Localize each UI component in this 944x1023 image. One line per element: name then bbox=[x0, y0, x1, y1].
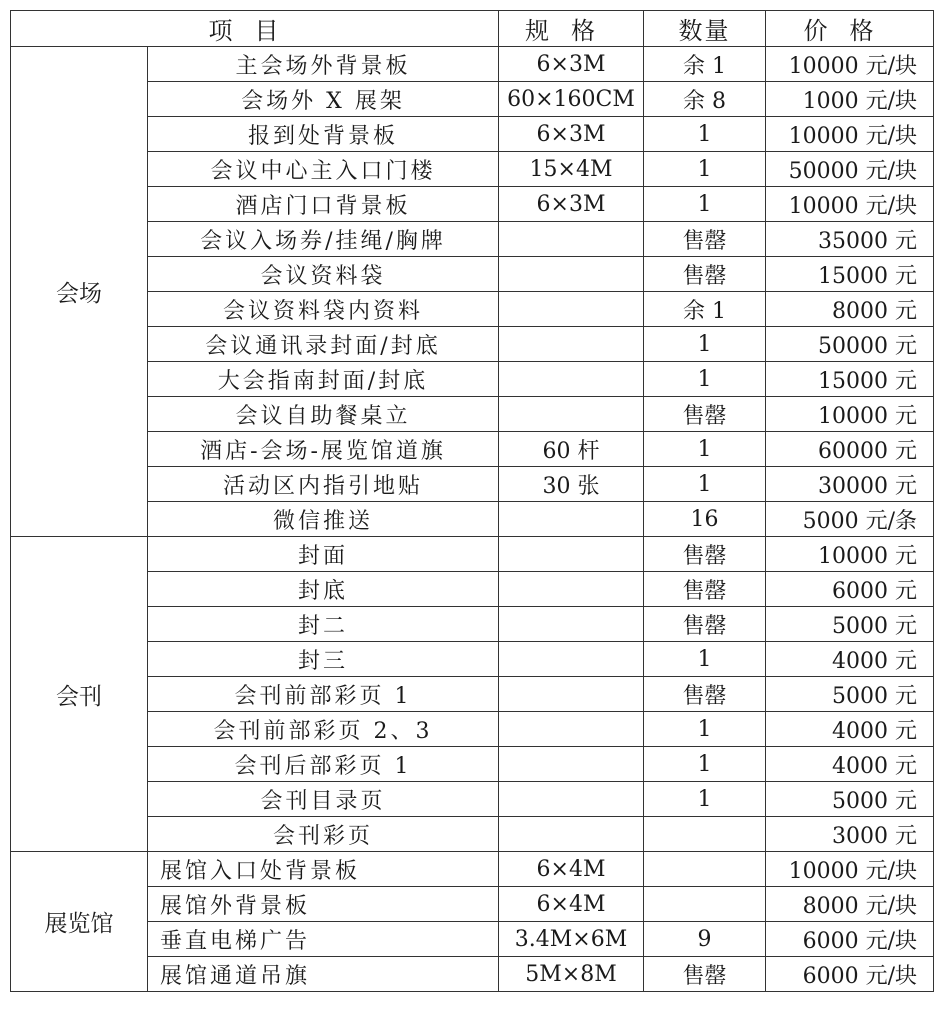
price-cell: 10000 元/块 bbox=[766, 187, 934, 222]
table-row bbox=[11, 852, 934, 887]
spec-cell bbox=[499, 782, 644, 817]
price-cell: 10000 元/块 bbox=[766, 47, 934, 82]
item-cell: 活动区内指引地贴 bbox=[148, 467, 499, 502]
item-cell: 封底 bbox=[148, 572, 499, 607]
spec-cell bbox=[499, 257, 644, 292]
table-row bbox=[11, 187, 934, 222]
item-cell: 会议资料袋 bbox=[148, 257, 499, 292]
table-row bbox=[11, 117, 934, 152]
table-row bbox=[11, 47, 934, 82]
qty-cell: 售罄 bbox=[644, 222, 766, 257]
qty-cell: 售罄 bbox=[644, 677, 766, 712]
spec-cell bbox=[499, 677, 644, 712]
price-cell: 5000 元 bbox=[766, 607, 934, 642]
table-row bbox=[11, 537, 934, 572]
table-row bbox=[11, 922, 934, 957]
table-row bbox=[11, 257, 934, 292]
item-cell: 报到处背景板 bbox=[148, 117, 499, 152]
spec-cell bbox=[499, 362, 644, 397]
table-row bbox=[11, 362, 934, 397]
price-cell: 15000 元 bbox=[766, 257, 934, 292]
table-row bbox=[11, 292, 934, 327]
header-item: 项目 bbox=[11, 11, 499, 47]
item-cell: 主会场外背景板 bbox=[148, 47, 499, 82]
price-cell: 50000 元 bbox=[766, 327, 934, 362]
price-cell: 5000 元 bbox=[766, 677, 934, 712]
price-cell: 6000 元 bbox=[766, 572, 934, 607]
item-cell: 大会指南封面/封底 bbox=[148, 362, 499, 397]
price-cell: 35000 元 bbox=[766, 222, 934, 257]
header-price: 价格 bbox=[766, 11, 934, 47]
table-row bbox=[11, 502, 934, 537]
item-cell: 会场外 X 展架 bbox=[148, 82, 499, 117]
qty-cell: 1 bbox=[644, 362, 766, 397]
item-cell: 酒店-会场-展览馆道旗 bbox=[148, 432, 499, 467]
qty-cell: 1 bbox=[644, 327, 766, 362]
item-cell: 会刊目录页 bbox=[148, 782, 499, 817]
price-cell: 8000 元/块 bbox=[766, 887, 934, 922]
table-row bbox=[11, 572, 934, 607]
price-cell: 15000 元 bbox=[766, 362, 934, 397]
spec-cell bbox=[499, 607, 644, 642]
qty-cell: 1 bbox=[644, 642, 766, 677]
qty-cell: 余 1 bbox=[644, 292, 766, 327]
item-cell: 封二 bbox=[148, 607, 499, 642]
price-table-container bbox=[10, 10, 934, 992]
price-cell: 60000 元 bbox=[766, 432, 934, 467]
header-row bbox=[11, 11, 934, 47]
price-cell: 10000 元 bbox=[766, 537, 934, 572]
item-cell: 封面 bbox=[148, 537, 499, 572]
table-row bbox=[11, 677, 934, 712]
spec-cell bbox=[499, 327, 644, 362]
item-cell: 会议自助餐桌立 bbox=[148, 397, 499, 432]
spec-cell: 3.4M×6M bbox=[499, 922, 644, 957]
price-cell: 4000 元 bbox=[766, 747, 934, 782]
table-body bbox=[11, 47, 934, 992]
qty-cell: 售罄 bbox=[644, 607, 766, 642]
table-row bbox=[11, 222, 934, 257]
price-cell: 5000 元 bbox=[766, 782, 934, 817]
item-cell: 会议中心主入口门楼 bbox=[148, 152, 499, 187]
qty-cell bbox=[644, 817, 766, 852]
qty-cell: 售罄 bbox=[644, 257, 766, 292]
table-row bbox=[11, 152, 934, 187]
price-cell: 3000 元 bbox=[766, 817, 934, 852]
sponsorship-price-table bbox=[10, 10, 934, 992]
table-row bbox=[11, 747, 934, 782]
spec-cell: 60×160CM bbox=[499, 82, 644, 117]
qty-cell: 1 bbox=[644, 117, 766, 152]
price-cell: 10000 元 bbox=[766, 397, 934, 432]
item-cell: 会刊彩页 bbox=[148, 817, 499, 852]
table-row bbox=[11, 642, 934, 677]
spec-cell: 30 张 bbox=[499, 467, 644, 502]
qty-cell: 1 bbox=[644, 712, 766, 747]
spec-cell: 60 杆 bbox=[499, 432, 644, 467]
spec-cell bbox=[499, 537, 644, 572]
spec-cell bbox=[499, 292, 644, 327]
spec-cell bbox=[499, 817, 644, 852]
qty-cell: 售罄 bbox=[644, 572, 766, 607]
item-cell: 垂直电梯广告 bbox=[148, 922, 499, 957]
category-cell: 会刊 bbox=[11, 537, 148, 852]
table-row bbox=[11, 782, 934, 817]
table-row bbox=[11, 887, 934, 922]
price-cell: 50000 元/块 bbox=[766, 152, 934, 187]
spec-cell bbox=[499, 712, 644, 747]
price-cell: 8000 元 bbox=[766, 292, 934, 327]
qty-cell: 9 bbox=[644, 922, 766, 957]
item-cell: 会议入场券/挂绳/胸牌 bbox=[148, 222, 499, 257]
spec-cell bbox=[499, 747, 644, 782]
spec-cell: 6×3M bbox=[499, 187, 644, 222]
header-qty: 数量 bbox=[644, 11, 766, 47]
item-cell: 微信推送 bbox=[148, 502, 499, 537]
spec-cell bbox=[499, 642, 644, 677]
spec-cell: 6×3M bbox=[499, 117, 644, 152]
spec-cell: 6×3M bbox=[499, 47, 644, 82]
table-row bbox=[11, 327, 934, 362]
price-cell: 4000 元 bbox=[766, 642, 934, 677]
header-spec: 规格 bbox=[499, 11, 644, 47]
price-cell: 30000 元 bbox=[766, 467, 934, 502]
qty-cell: 1 bbox=[644, 432, 766, 467]
spec-cell bbox=[499, 397, 644, 432]
item-cell: 展馆通道吊旗 bbox=[148, 957, 499, 992]
table-row bbox=[11, 712, 934, 747]
qty-cell: 余 1 bbox=[644, 47, 766, 82]
item-cell: 会议通讯录封面/封底 bbox=[148, 327, 499, 362]
qty-cell: 余 8 bbox=[644, 82, 766, 117]
price-cell: 10000 元/块 bbox=[766, 117, 934, 152]
qty-cell: 1 bbox=[644, 187, 766, 222]
table-row bbox=[11, 82, 934, 117]
price-cell: 6000 元/块 bbox=[766, 957, 934, 992]
qty-cell: 1 bbox=[644, 467, 766, 502]
spec-cell bbox=[499, 502, 644, 537]
spec-cell bbox=[499, 222, 644, 257]
qty-cell: 16 bbox=[644, 502, 766, 537]
price-cell: 5000 元/条 bbox=[766, 502, 934, 537]
price-cell: 4000 元 bbox=[766, 712, 934, 747]
spec-cell: 5M×8M bbox=[499, 957, 644, 992]
qty-cell: 1 bbox=[644, 747, 766, 782]
qty-cell: 售罄 bbox=[644, 957, 766, 992]
table-row bbox=[11, 397, 934, 432]
price-cell: 10000 元/块 bbox=[766, 852, 934, 887]
qty-cell: 1 bbox=[644, 782, 766, 817]
price-cell: 1000 元/块 bbox=[766, 82, 934, 117]
table-row bbox=[11, 432, 934, 467]
qty-cell: 售罄 bbox=[644, 537, 766, 572]
qty-cell: 1 bbox=[644, 152, 766, 187]
qty-cell: 售罄 bbox=[644, 397, 766, 432]
item-cell: 会刊后部彩页 1 bbox=[148, 747, 499, 782]
table-row bbox=[11, 607, 934, 642]
item-cell: 展馆入口处背景板 bbox=[148, 852, 499, 887]
spec-cell: 15×4M bbox=[499, 152, 644, 187]
item-cell: 会刊前部彩页 2、3 bbox=[148, 712, 499, 747]
spec-cell bbox=[499, 572, 644, 607]
item-cell: 酒店门口背景板 bbox=[148, 187, 499, 222]
category-cell: 会场 bbox=[11, 47, 148, 537]
qty-cell bbox=[644, 852, 766, 887]
spec-cell: 6×4M bbox=[499, 887, 644, 922]
qty-cell bbox=[644, 887, 766, 922]
price-cell: 6000 元/块 bbox=[766, 922, 934, 957]
table-row bbox=[11, 817, 934, 852]
item-cell: 展馆外背景板 bbox=[148, 887, 499, 922]
table-row bbox=[11, 957, 934, 992]
item-cell: 会议资料袋内资料 bbox=[148, 292, 499, 327]
item-cell: 封三 bbox=[148, 642, 499, 677]
spec-cell: 6×4M bbox=[499, 852, 644, 887]
item-cell: 会刊前部彩页 1 bbox=[148, 677, 499, 712]
category-cell: 展览馆 bbox=[11, 852, 148, 992]
table-row bbox=[11, 467, 934, 502]
